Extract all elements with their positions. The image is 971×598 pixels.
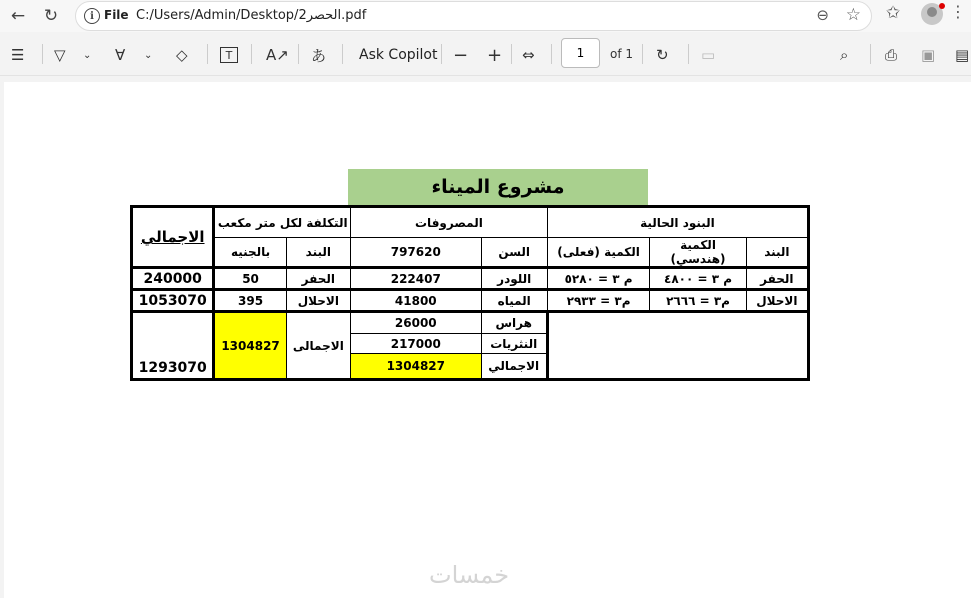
two-page-icon[interactable]: ▭ bbox=[701, 46, 716, 64]
zoom-in-button[interactable]: + bbox=[487, 44, 503, 66]
row2-item: الاحلال bbox=[746, 290, 808, 312]
expenses-total-value: 1304827 bbox=[351, 354, 482, 380]
row1-total: 240000 bbox=[132, 268, 214, 290]
search-icon[interactable]: ⌕ bbox=[840, 46, 849, 64]
item-subheader: البند bbox=[746, 238, 808, 268]
refresh-icon[interactable]: ↻ bbox=[43, 6, 59, 26]
cost-egp-subheader: بالجنيه bbox=[214, 238, 286, 268]
row2-qty-actual: م٣ = ٢٩٣٣ bbox=[547, 290, 649, 312]
file-label: File bbox=[104, 8, 129, 22]
pdf-toolbar bbox=[0, 32, 971, 76]
info-icon[interactable]: i bbox=[84, 8, 100, 24]
chevron-down-icon[interactable]: ⌄ bbox=[83, 49, 92, 61]
cost-total-value: 1304827 bbox=[214, 312, 286, 380]
cost-table bbox=[130, 205, 810, 381]
zoom-icon[interactable]: ⊖ bbox=[816, 6, 829, 24]
page-count: of 1 bbox=[610, 47, 634, 61]
draw-icon[interactable]: ∀ bbox=[115, 46, 126, 64]
more-icon[interactable]: ⋮ bbox=[950, 2, 966, 21]
row2-qty-eng: م٣ = ٢٦٦٦ bbox=[650, 290, 746, 312]
zoom-out-button[interactable]: − bbox=[453, 44, 469, 66]
row1-qty-actual: م ٣ = ٥٢٨٠ bbox=[547, 268, 649, 290]
extra1-name: هراس bbox=[481, 312, 547, 334]
extra2-value: 217000 bbox=[351, 334, 482, 354]
sin-value: 797620 bbox=[351, 238, 482, 268]
document-title: مشروع الميناء bbox=[348, 169, 648, 205]
ask-copilot-button[interactable]: Ask Copilot bbox=[359, 47, 438, 63]
cost-total-label: الاجمالى bbox=[286, 312, 350, 380]
address-bar[interactable] bbox=[75, 1, 872, 31]
cost-per-m3-header: التكلفة لكل متر مكعب bbox=[214, 207, 351, 238]
read-aloud-icon[interactable]: A↗ bbox=[266, 46, 289, 64]
save-icon[interactable]: ▣ bbox=[921, 46, 936, 64]
chevron-down-icon[interactable]: ⌄ bbox=[144, 49, 153, 61]
eraser-icon[interactable]: ◇ bbox=[176, 46, 188, 64]
notification-dot bbox=[939, 3, 945, 9]
translate-icon[interactable]: あ bbox=[311, 46, 327, 65]
row2-total: 1053070 bbox=[132, 290, 214, 312]
page-number-input[interactable]: 1 bbox=[561, 38, 600, 68]
grand-total: 1293070 bbox=[132, 312, 214, 380]
row1-cost-value: 50 bbox=[214, 268, 286, 290]
row2-exp-name: المياه bbox=[481, 290, 547, 312]
back-icon[interactable]: ← bbox=[10, 6, 26, 26]
row2-cost-value: 395 bbox=[214, 290, 286, 312]
extra1-value: 26000 bbox=[351, 312, 482, 334]
row1-exp-name: اللودر bbox=[481, 268, 547, 290]
current-items-header: البنود الحالية bbox=[547, 207, 808, 238]
row1-exp-value: 222407 bbox=[351, 268, 482, 290]
empty-items-block bbox=[547, 312, 808, 380]
contents-icon[interactable]: ☰ bbox=[11, 46, 25, 64]
text-box-icon[interactable]: T bbox=[220, 47, 238, 63]
favorite-star-icon[interactable]: ☆ bbox=[845, 5, 861, 25]
watermark-text: خمسات bbox=[429, 561, 510, 589]
qty-eng-subheader: الكمية (هندسي) bbox=[650, 238, 746, 268]
rotate-icon[interactable]: ↻ bbox=[656, 46, 669, 64]
fit-page-icon[interactable]: ⇔ bbox=[522, 46, 535, 64]
row1-cost-item: الحفر bbox=[286, 268, 350, 290]
expenses-header: المصروفات bbox=[351, 207, 548, 238]
pdf-page bbox=[4, 82, 971, 598]
extra2-name: النثريات bbox=[481, 334, 547, 354]
cost-item-subheader: البند bbox=[286, 238, 350, 268]
total-header: الاجمالي bbox=[132, 207, 214, 268]
favorites-icon[interactable]: ✩ bbox=[886, 3, 901, 23]
save-as-icon[interactable]: ▤ bbox=[955, 46, 970, 64]
url-text[interactable]: C:/Users/Admin/Desktop/الحصر2.pdf bbox=[136, 8, 367, 23]
row2-cost-item: الاحلال bbox=[286, 290, 350, 312]
print-icon[interactable]: ⎙ bbox=[885, 46, 898, 64]
expenses-total-label: الاجمالي bbox=[481, 354, 547, 380]
highlight-icon[interactable]: ▽ bbox=[54, 46, 66, 64]
qty-actual-subheader: الكمية (فعلى) bbox=[547, 238, 649, 268]
row1-qty-eng: م ٣ = ٤٨٠٠ bbox=[650, 268, 746, 290]
row1-item: الحفر bbox=[746, 268, 808, 290]
browser-top-bar bbox=[0, 0, 971, 32]
row2-exp-value: 41800 bbox=[351, 290, 482, 312]
sin-label: السن bbox=[481, 238, 547, 268]
